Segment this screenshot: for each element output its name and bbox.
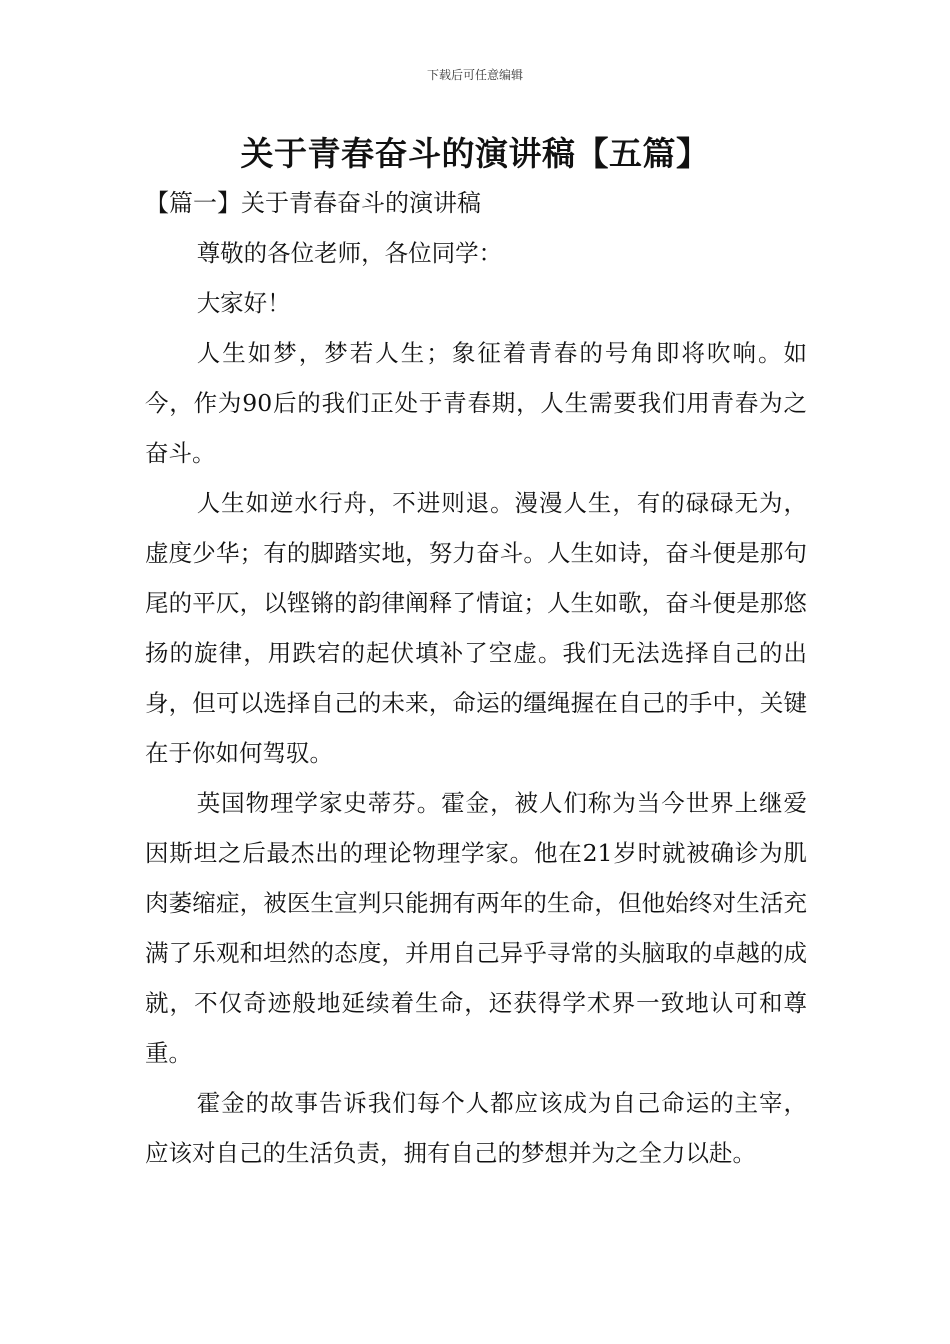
header-note: 下载后可任意编辑: [426, 68, 523, 82]
paragraph: 人生如逆水行舟，不进则退。漫漫人生，有的碌碌无为，虚度少华；有的脚踏实地，努力奋斗。人生如诗，奋斗便是那句尾的平仄，以铿锵的韵律阐释了情谊；人生如歌，奋斗便是那悠扬的旋律，用跌宕的起伏填补了空虚。我们无法选择自己的出身，但可以选择自己的未来，命运的缰绳握在自己的手中，关键在于你如何驾驭。: [145, 489, 807, 767]
paragraph: 英国物理学家史蒂芬。霍金，被人们称为当今世界上继爱因斯坦之后最杰出的理论物理学家。他在21岁时就被确诊为肌肉萎缩症，被医生宣判只能拥有两年的生命，但他始终对生活充满了乐观和坦然的态度，并用自己异乎寻常的头脑取的卓越的成就，不仅奇迹般地延续着生命，还获得学术界一致地认可和尊重。: [145, 789, 807, 1067]
section-heading: 【篇一】关于青春奋斗的演讲稿: [145, 189, 481, 217]
document-body: [145, 228, 807, 1178]
paragraph-greeting: 大家好！: [196, 289, 291, 317]
document-title: 关于青春奋斗的演讲稿【五篇】: [240, 134, 710, 173]
paragraph: 人生如梦，梦若人生；象征着青春的号角即将吹响。如今，作为90后的我们正处于青春期，人生需要我们用青春为之奋斗。: [145, 339, 807, 467]
paragraph-salutation: 尊敬的各位老师，各位同学：: [196, 239, 503, 267]
paragraph: 霍金的故事告诉我们每个人都应该成为自己命运的主宰，应该对自己的生活负责，拥有自己的梦想并为之全力以赴。: [145, 1089, 807, 1167]
